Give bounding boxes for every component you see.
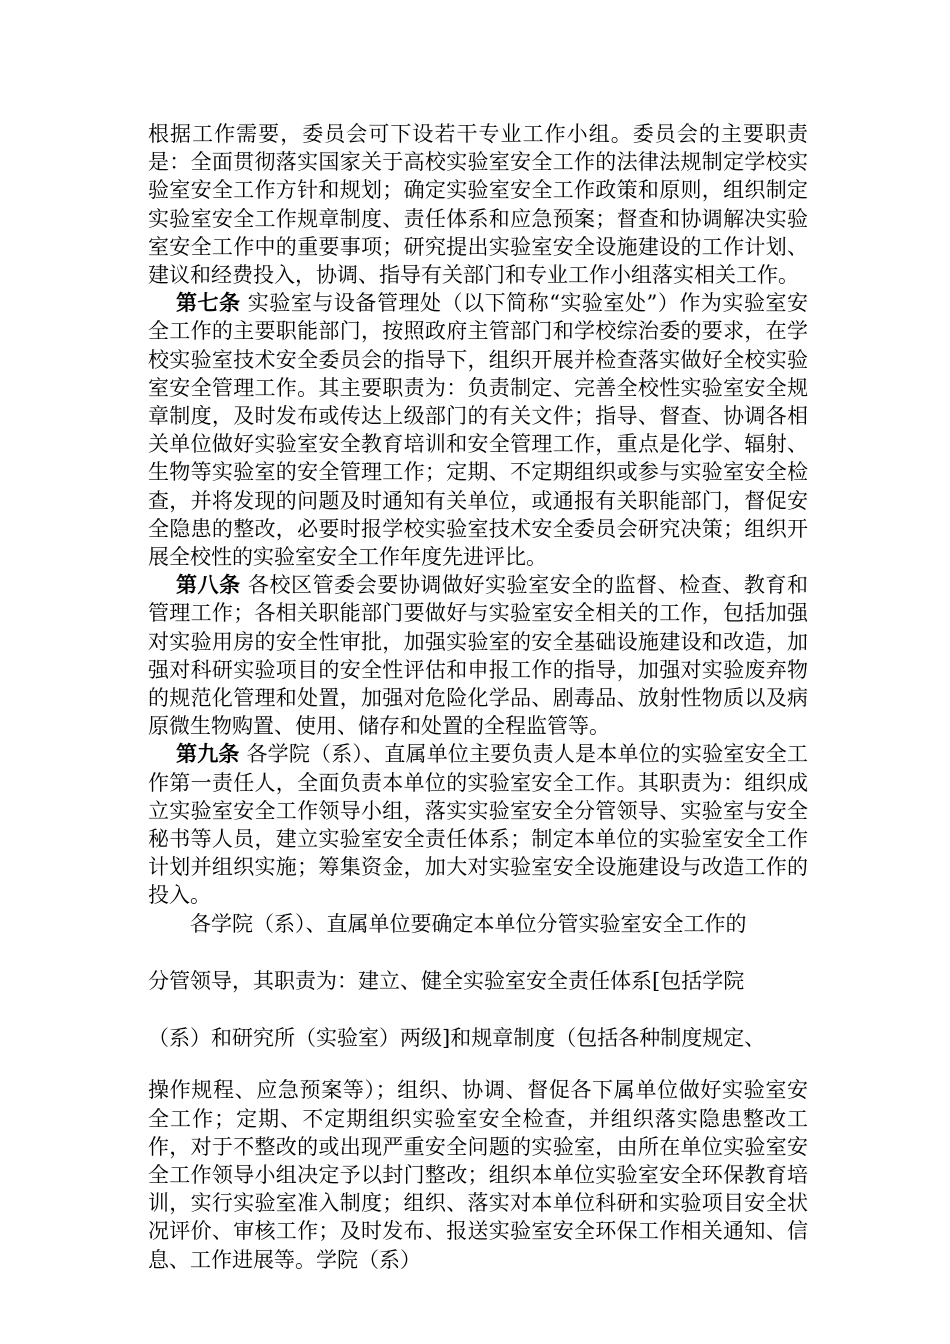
document-page (148, 120, 808, 1274)
paragraph-leader-line-2: 分管领导，其职责为：建立、健全实验室安全责任体系[包括学院 (148, 968, 745, 993)
article-8 (148, 571, 808, 740)
article-7-body: 实验室与设备管理处（以下简称“实验室处”）作为实验室安全工作的主要职能部门，按照政府主管部门和学校综治委的要求，在学校实验室技术安全委员会的指导下，组织开展并检查落实做好全校实验室安全管理工作。其主要职责为：负责制定、完善全校性实验室安全规章制度，及时发布或传达上级部门的有关文件；指导、督查、协调各相关单位做好实验室安全教育培训和安全管理工作，重点是化学、辐射、生物等实验室的安全管理工作；定期、不定期组织或参与实验室安全检查，并将发现的问题及时通知有关单位，或通报有关职能部门，督促安全隐患的整改，必要时报学校实验室技术安全委员会研究决策；组织开展全校性的实验室安全工作年度先进评比。 (148, 291, 808, 570)
article-9-body: 各学院（系）、直属单位主要负责人是本单位的实验室安全工作第一责任人，全面负责本单位的实验室安全工作。其职责为：组织成立实验室安全工作领导小组，落实实验室安全分管领导、实验室与安全秘书等人员，建立实验室安全责任体系；制定本单位的实验室安全工作计划并组织实施；筹集资金，加大对实验室安全设施建设与改造工作的投入。 (148, 742, 808, 908)
article-8-body: 各校区管委会要协调做好实验室安全的监督、检查、教育和管理工作；各相关职能部门要做好与实验室安全相关的工作，包括加强对实验用房的安全性审批，加强实验室的安全基础设施建设和改造，加强对科研实验项目的安全性评估和申报工作的指导，加强对实验废弃物的规范化管理和处置，加强对危险化学品、剧毒品、放射性物质以及病原微生物购置、使用、储存和处置的全程监管等。 (148, 573, 808, 739)
paragraph-leader-duties: 操作规程、应急预案等）；组织、协调、督促各下属单位做好实验室安全工作；定期、不定期组织实验室安全检查，并组织落实隐患整改工作，对于不整改的或出现严重安全问题的实验室，由所在单位实验室安全工作领导小组决定予以封门整改；组织本单位实验室安全环保教育培训，实行实验室准入制度；组织、落实对本单位科研和实验项目安全状况评价、审核工作；及时发布、报送实验室安全环保工作相关通知、信息、工作进展等。学院（系） (148, 1078, 808, 1272)
article-7 (148, 289, 808, 571)
article-9 (148, 740, 808, 909)
paragraph-leader-line-3: （系）和研究所（实验室）两级]和规章制度（包括各种制度规定、 (148, 1026, 766, 1051)
article-9-title: 第九条 (176, 742, 240, 767)
paragraph-leader-line-1: 各学院（系）、直属单位要确定本单位分管实验室安全工作的 (190, 911, 747, 936)
article-7-title: 第七条 (176, 291, 241, 316)
paragraph-committee-duties: 根据工作需要，委员会可下设若干专业工作小组。委员会的主要职责是：全面贯彻落实国家关于高校实验室安全工作的法律法规制定学校实验室安全工作方针和规划；确定实验室安全工作政策和原则，组织制定实验室安全工作规章制度、责任体系和应急预案；督查和协调解决实验室安全工作中的重要事项；研究提出实验室安全设施建设的工作计划、建议和经费投入，协调、指导有关部门和专业工作小组落实相关工作。 (148, 122, 808, 288)
article-8-title: 第八条 (176, 573, 241, 598)
